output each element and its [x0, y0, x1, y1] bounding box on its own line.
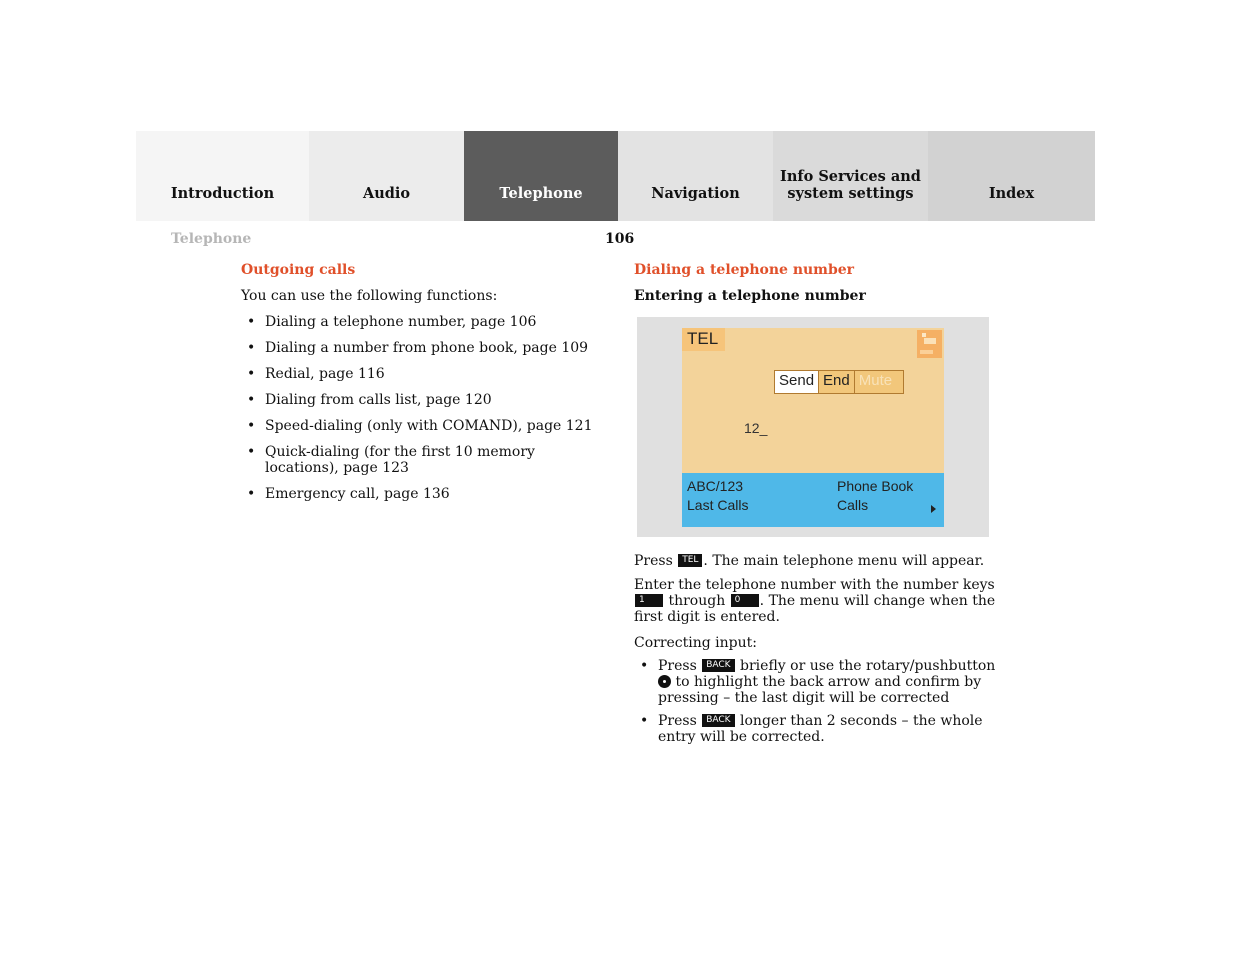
text: . The menu will change when the first digit is entered.	[634, 593, 996, 625]
arrow-right-icon	[931, 505, 936, 513]
tab-label: Info Services and	[780, 168, 921, 185]
tab-label: Index	[988, 185, 1035, 202]
section-title: Outgoing calls	[241, 262, 356, 278]
call-button-row	[774, 370, 904, 394]
tab-navigation[interactable]	[618, 131, 773, 221]
key-1-icon: 1	[635, 594, 663, 607]
text: longer than 2 seconds – the whole entry will be corrected.	[658, 713, 983, 745]
back-key-icon: BACK	[702, 714, 734, 727]
list-item: • Quick-dialing (for the first 10 memory locations), page 123	[241, 444, 601, 476]
tab-index[interactable]	[928, 131, 1095, 221]
instructions	[634, 553, 996, 745]
correcting-input-label: Correcting input:	[634, 635, 757, 651]
tab-audio[interactable]	[309, 131, 464, 221]
entered-digits: 12_	[744, 420, 768, 436]
subsection-title: Entering a telephone number	[634, 288, 866, 304]
tab-label: Introduction	[170, 185, 275, 202]
correction-list	[634, 658, 996, 745]
telephone-display	[682, 328, 944, 527]
rotary-pushbutton-icon	[658, 675, 671, 688]
text: briefly or use the rotary/pushbutton	[735, 658, 996, 674]
section-title: Dialing a telephone number	[634, 262, 855, 278]
tab-introduction[interactable]	[136, 131, 309, 221]
text: Press	[634, 553, 678, 569]
tab-label: Audio	[362, 185, 411, 202]
tel-key-icon: TEL	[678, 554, 702, 567]
right-column	[634, 262, 996, 318]
text: Press	[658, 713, 702, 729]
list-item: • Emergency call, page 136	[241, 486, 601, 502]
tab-label: system settings	[787, 185, 914, 202]
list-item	[634, 658, 996, 706]
chapter-tabs	[136, 131, 1095, 221]
list-item: • Dialing from calls list, page 120	[241, 392, 601, 408]
display-screenshot	[637, 317, 989, 537]
text: to highlight the back arrow and confirm by pressing – the last digit will be corrected	[658, 674, 982, 706]
tab-label: Navigation	[651, 185, 740, 202]
step-press-tel	[634, 553, 996, 569]
list-item: • Dialing a number from phone book, page 109	[241, 340, 601, 356]
tab-telephone[interactable]	[464, 131, 618, 221]
text: Enter the telephone number with the number keys	[634, 577, 995, 593]
section-header: Telephone	[171, 231, 252, 247]
tab-info-services[interactable]	[773, 131, 928, 221]
page-number: 106	[605, 231, 635, 247]
softkey-abc[interactable]: ABC/123	[687, 478, 744, 494]
text: . The main telephone menu will appear.	[703, 553, 985, 569]
list-item: • Dialing a telephone number, page 106	[241, 314, 601, 330]
left-column	[241, 262, 601, 502]
list-item	[634, 713, 996, 745]
softkey-bar	[682, 473, 944, 527]
text: through	[664, 593, 730, 609]
softkey-phone-book[interactable]: Phone Book	[837, 478, 914, 494]
send-button[interactable]: Send	[775, 371, 819, 393]
softkey-last-calls[interactable]: Last Calls	[687, 497, 749, 513]
back-key-icon: BACK	[702, 659, 734, 672]
tel-heading: TEL	[682, 328, 725, 351]
mute-button[interactable]: Mute	[855, 371, 903, 393]
text: Press	[658, 658, 702, 674]
key-0-icon: 0	[731, 594, 759, 607]
softkey-calls[interactable]: Calls	[837, 497, 869, 513]
signal-strength-icon	[917, 330, 942, 358]
function-list	[241, 314, 601, 502]
intro-text: You can use the following functions:	[241, 288, 498, 304]
list-item: • Speed-dialing (only with COMAND), page 121	[241, 418, 601, 434]
end-button[interactable]: End	[819, 371, 855, 393]
step-enter-number	[634, 577, 996, 625]
tab-label: Telephone	[499, 185, 583, 202]
list-item: • Redial, page 116	[241, 366, 601, 382]
